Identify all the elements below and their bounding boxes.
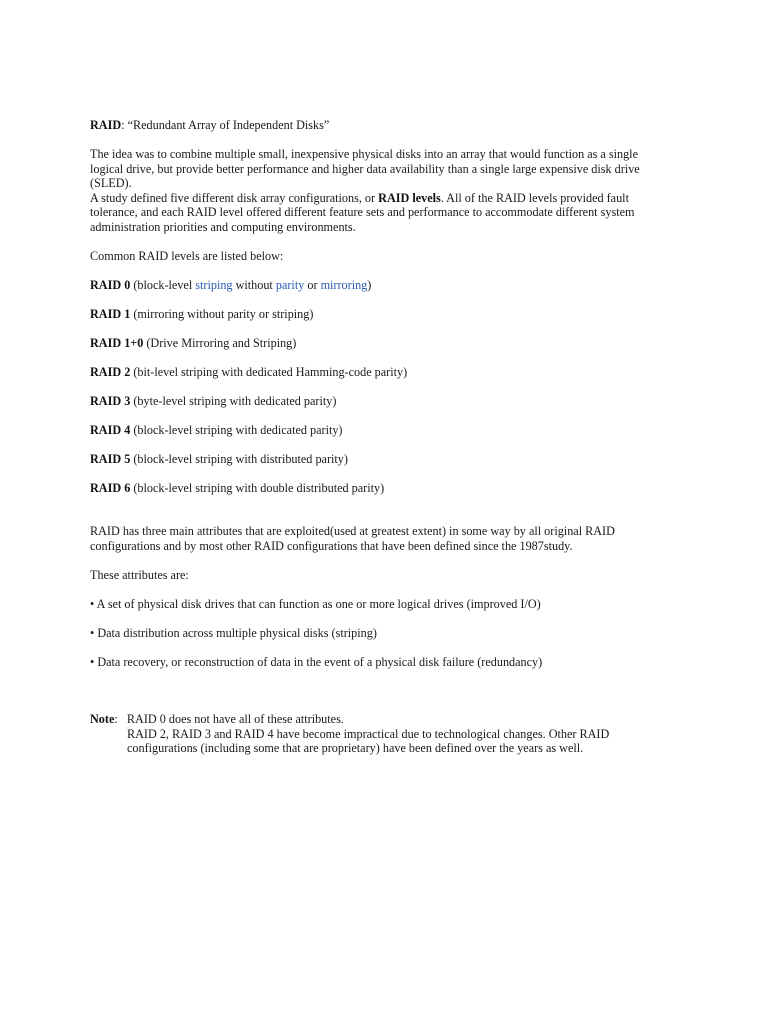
raid-level-10 — [90, 336, 670, 351]
note-line-1: Note: RAID 0 does not have all of these attributes. — [90, 712, 344, 726]
attributes-heading: These attributes are: — [90, 567, 189, 582]
raid-level-4 — [90, 423, 670, 438]
raid-levels-term: RAID levels — [378, 190, 441, 205]
raid-level-name: RAID 1+0 — [90, 335, 144, 350]
raid-level-desc: (block-level striping with dedicated parity) — [130, 422, 343, 437]
raid-level-desc: (Drive Mirroring and Striping) — [143, 335, 297, 350]
intro-paragraph-1: The idea was to combine multiple small, inexpensive physical disks into an array that would function as a single logical drive, but provide better performance and higher data availability than a single large expensive disk drive (SLED). — [90, 147, 640, 190]
raid-level-desc: (bit-level striping with dedicated Hamming-code parity) — [130, 364, 408, 379]
raid-level-1 — [90, 307, 670, 322]
attributes-intro: RAID has three main attributes that are exploited(used at greatest extent) in some way by all original RAID configurations and by most other RAID configurations that have been defined since the 1987study. — [90, 524, 615, 553]
attribute-item: • A set of physical disk drives that can function as one or more logical drives (improved I/O) — [90, 596, 541, 611]
intro-paragraph-2: A study defined five different disk array configurations, or RAID levels. All of the RAID levels provided fault tolerance, and each RAID level offered different feature sets and performance to accommodate different system administration priorities and computing environments. — [90, 190, 635, 234]
raid-level-2 — [90, 365, 670, 380]
raid-level-6 — [90, 481, 670, 496]
raid-level-name: RAID 1 — [90, 306, 131, 321]
note-text-2: RAID 2, RAID 3 and RAID 4 have become impractical due to technological changes. Other RAID configurations (including some that are proprietary) have been defined over the years as well. — [127, 726, 610, 755]
mirroring-link[interactable]: mirroring — [320, 277, 368, 292]
raid-level-desc: (block-level striping with double distributed parity) — [130, 480, 385, 495]
raid-level-name: RAID 0 — [90, 277, 131, 292]
raid-level-desc: (block-level striping with distributed parity) — [130, 451, 348, 466]
note-label: Note — [90, 712, 115, 726]
raid-level-3 — [90, 394, 670, 409]
title-label: RAID — [90, 118, 122, 132]
raid-level-5 — [90, 452, 670, 467]
raid-level-name: RAID 3 — [90, 393, 131, 408]
raid-level-0: RAID 0 (block-level striping without parity or mirroring) — [90, 277, 372, 292]
raid-level-desc: (byte-level striping with dedicated parity) — [130, 393, 337, 408]
raid-level-name: RAID 4 — [90, 422, 131, 437]
document-title — [90, 118, 670, 133]
attribute-item: • Data distribution across multiple physical disks (striping) — [90, 625, 377, 640]
raid-level-name: RAID 6 — [90, 480, 131, 495]
attribute-item: • Data recovery, or reconstruction of data in the event of a physical disk failure (redundancy) — [90, 654, 543, 669]
spacer — [90, 669, 670, 712]
striping-link[interactable]: striping — [195, 277, 233, 292]
note-text-1: RAID 0 does not have all of these attributes. — [126, 712, 344, 726]
note-block — [90, 712, 670, 756]
document-page — [90, 118, 670, 756]
raid-level-name: RAID 2 — [90, 364, 131, 379]
raid-level-name: RAID 5 — [90, 451, 131, 466]
levels-heading: Common RAID levels are listed below: — [90, 248, 284, 263]
parity-link[interactable]: parity — [275, 277, 305, 292]
raid-level-desc: (mirroring without parity or striping) — [130, 306, 314, 321]
spacer — [90, 495, 670, 524]
title-text: : “Redundant Array of Independent Disks” — [121, 118, 330, 132]
